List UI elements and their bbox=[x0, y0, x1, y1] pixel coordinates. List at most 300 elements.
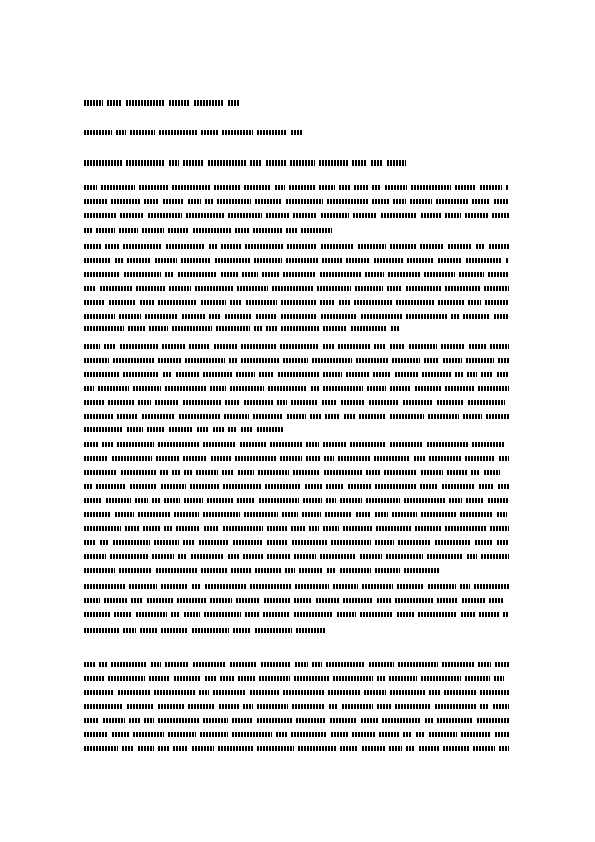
text-word bbox=[127, 704, 154, 709]
text-word bbox=[205, 676, 216, 681]
text-word bbox=[397, 584, 424, 589]
text-word bbox=[388, 272, 420, 277]
text-word bbox=[294, 598, 312, 603]
text-word bbox=[371, 160, 383, 166]
text-word bbox=[265, 484, 301, 489]
text-word bbox=[484, 470, 500, 475]
text-word bbox=[493, 704, 509, 709]
text-line bbox=[84, 101, 239, 106]
text-word bbox=[130, 130, 155, 135]
text-word bbox=[320, 300, 335, 305]
text-word bbox=[161, 584, 188, 589]
text-word bbox=[389, 746, 402, 751]
text-word bbox=[160, 470, 168, 475]
text-word bbox=[421, 512, 456, 517]
text-word bbox=[112, 456, 152, 461]
text-word bbox=[299, 568, 323, 573]
text-word bbox=[236, 598, 260, 603]
text-word bbox=[436, 199, 468, 204]
text-word bbox=[306, 456, 320, 461]
text-word bbox=[84, 628, 119, 633]
text-word bbox=[382, 718, 421, 723]
text-word bbox=[337, 612, 356, 617]
text-word bbox=[499, 746, 509, 751]
text-word bbox=[358, 244, 386, 249]
text-word bbox=[283, 358, 308, 363]
text-word bbox=[375, 512, 388, 517]
text-word bbox=[136, 286, 165, 291]
text-word bbox=[217, 199, 251, 204]
text-word bbox=[323, 442, 346, 447]
text-line bbox=[84, 554, 509, 559]
text-word bbox=[250, 584, 291, 589]
text-word bbox=[283, 272, 316, 277]
text-word bbox=[437, 718, 473, 723]
text-line bbox=[84, 386, 509, 391]
text-word bbox=[84, 386, 94, 391]
text-word bbox=[84, 358, 109, 363]
text-word bbox=[244, 185, 271, 190]
text-word bbox=[230, 662, 257, 667]
text-word bbox=[495, 662, 509, 667]
text-word bbox=[403, 732, 412, 737]
text-word bbox=[292, 704, 325, 709]
text-word bbox=[266, 160, 286, 166]
text-line bbox=[84, 456, 509, 461]
text-word bbox=[395, 372, 418, 377]
text-line bbox=[84, 258, 509, 263]
text-word bbox=[372, 199, 389, 204]
text-word bbox=[192, 746, 214, 751]
text-word bbox=[233, 540, 263, 545]
text-word bbox=[287, 414, 306, 419]
text-word bbox=[205, 199, 213, 204]
text-word bbox=[467, 554, 477, 559]
text-word bbox=[108, 676, 145, 681]
text-word bbox=[281, 300, 316, 305]
text-word bbox=[135, 498, 148, 503]
text-word bbox=[84, 470, 117, 475]
text-word bbox=[127, 258, 151, 263]
text-word bbox=[169, 427, 193, 432]
text-word bbox=[449, 498, 462, 503]
text-word bbox=[123, 628, 136, 633]
text-word bbox=[377, 598, 391, 603]
text-line bbox=[84, 400, 509, 405]
text-word bbox=[123, 244, 162, 249]
text-word bbox=[156, 568, 197, 573]
text-word bbox=[396, 300, 434, 305]
text-word bbox=[169, 286, 191, 291]
text-word bbox=[459, 272, 484, 277]
text-word bbox=[460, 584, 470, 589]
text-word bbox=[352, 732, 375, 737]
text-line bbox=[84, 526, 509, 531]
text-word bbox=[404, 498, 445, 503]
text-line bbox=[84, 427, 284, 432]
text-word bbox=[191, 554, 224, 559]
text-word bbox=[497, 512, 507, 517]
text-word bbox=[232, 732, 272, 737]
text-word bbox=[325, 414, 340, 419]
text-word bbox=[241, 344, 276, 349]
text-word bbox=[476, 244, 485, 249]
text-word bbox=[420, 244, 444, 249]
text-word bbox=[138, 400, 151, 405]
text-word bbox=[326, 498, 336, 503]
text-line bbox=[84, 690, 509, 695]
text-word bbox=[419, 746, 439, 751]
text-word bbox=[84, 718, 99, 723]
text-word bbox=[376, 526, 411, 531]
text-word bbox=[115, 258, 123, 263]
text-word bbox=[324, 470, 362, 475]
text-word bbox=[331, 732, 348, 737]
text-word bbox=[425, 718, 433, 723]
text-word bbox=[221, 272, 238, 277]
text-line bbox=[84, 372, 509, 377]
text-word bbox=[461, 732, 491, 737]
text-word bbox=[435, 704, 476, 709]
text-word bbox=[230, 300, 242, 305]
text-line bbox=[84, 568, 439, 573]
text-word bbox=[422, 372, 451, 377]
text-word bbox=[222, 130, 253, 135]
text-word bbox=[472, 199, 490, 204]
text-word bbox=[142, 228, 164, 233]
text-line bbox=[84, 199, 509, 204]
text-word bbox=[148, 213, 182, 218]
text-line bbox=[84, 540, 509, 545]
text-word bbox=[427, 442, 468, 447]
text-word bbox=[478, 662, 491, 667]
text-word bbox=[161, 628, 188, 633]
text-word bbox=[338, 456, 370, 461]
text-word bbox=[113, 358, 154, 363]
text-word bbox=[375, 484, 416, 489]
text-word bbox=[116, 130, 126, 135]
text-word bbox=[361, 314, 402, 319]
text-word bbox=[101, 185, 135, 190]
text-word bbox=[276, 732, 287, 737]
text-word bbox=[391, 326, 400, 331]
text-word bbox=[222, 470, 234, 475]
text-word bbox=[278, 372, 319, 377]
text-word bbox=[185, 358, 225, 363]
text-word bbox=[306, 442, 319, 447]
text-word bbox=[329, 704, 338, 709]
text-word bbox=[406, 314, 447, 319]
text-word bbox=[387, 286, 402, 291]
text-word bbox=[350, 442, 386, 447]
text-word bbox=[84, 427, 123, 432]
text-word bbox=[189, 344, 210, 349]
text-word bbox=[479, 612, 499, 617]
text-word bbox=[126, 100, 165, 106]
text-word bbox=[488, 498, 509, 503]
text-word bbox=[429, 456, 461, 461]
text-word bbox=[188, 704, 215, 709]
text-word bbox=[428, 584, 456, 589]
text-word bbox=[418, 612, 457, 617]
text-line bbox=[84, 484, 509, 489]
text-word bbox=[364, 690, 386, 695]
text-word bbox=[463, 414, 482, 419]
text-word bbox=[165, 272, 174, 277]
text-word bbox=[195, 286, 233, 291]
text-word bbox=[445, 213, 461, 218]
text-word bbox=[372, 185, 381, 190]
text-word bbox=[84, 100, 103, 106]
text-word bbox=[362, 746, 385, 751]
text-line bbox=[84, 584, 509, 589]
text-word bbox=[373, 372, 391, 377]
text-word bbox=[100, 286, 132, 291]
text-word bbox=[128, 326, 145, 331]
text-word bbox=[140, 300, 154, 305]
text-word bbox=[420, 484, 438, 489]
text-word bbox=[209, 244, 217, 249]
text-word bbox=[340, 568, 371, 573]
text-word bbox=[104, 598, 127, 603]
text-word bbox=[120, 213, 144, 218]
text-word bbox=[444, 690, 476, 695]
text-word bbox=[321, 314, 357, 319]
text-line bbox=[84, 498, 509, 503]
text-word bbox=[106, 498, 131, 503]
text-word bbox=[398, 662, 438, 667]
text-word bbox=[111, 662, 147, 667]
text-word bbox=[207, 498, 233, 503]
text-word bbox=[320, 272, 361, 277]
text-word bbox=[241, 427, 253, 432]
text-word bbox=[465, 676, 490, 681]
text-word bbox=[409, 344, 437, 349]
text-word bbox=[183, 456, 207, 461]
text-word bbox=[156, 456, 179, 461]
text-word bbox=[190, 484, 219, 489]
text-word bbox=[361, 718, 378, 723]
text-word bbox=[171, 612, 180, 617]
text-word bbox=[489, 598, 504, 603]
text-word bbox=[84, 326, 124, 331]
text-word bbox=[100, 540, 109, 545]
text-word bbox=[228, 427, 237, 432]
text-line bbox=[84, 628, 329, 633]
text-word bbox=[254, 326, 262, 331]
text-line bbox=[84, 286, 509, 291]
text-line bbox=[84, 344, 509, 349]
text-word bbox=[168, 228, 189, 233]
text-word bbox=[197, 427, 209, 432]
text-word bbox=[305, 484, 322, 489]
text-word bbox=[258, 470, 289, 475]
text-word bbox=[117, 414, 138, 419]
text-word bbox=[214, 185, 240, 190]
text-word bbox=[120, 344, 158, 349]
text-word bbox=[84, 598, 100, 603]
text-word bbox=[122, 746, 134, 751]
text-word bbox=[238, 676, 255, 681]
text-word bbox=[362, 584, 393, 589]
text-line bbox=[84, 358, 509, 363]
text-word bbox=[182, 314, 205, 319]
text-word bbox=[224, 414, 249, 419]
text-word bbox=[442, 484, 475, 489]
text-word bbox=[117, 442, 154, 447]
text-word bbox=[257, 746, 294, 751]
text-word bbox=[216, 326, 250, 331]
text-word bbox=[390, 442, 423, 447]
text-word bbox=[292, 540, 327, 545]
text-word bbox=[359, 414, 386, 419]
text-word bbox=[301, 228, 332, 233]
text-word bbox=[326, 662, 365, 667]
text-word bbox=[309, 526, 319, 531]
text-word bbox=[225, 400, 240, 405]
text-word bbox=[210, 386, 226, 391]
text-line bbox=[84, 662, 509, 667]
text-word bbox=[375, 540, 394, 545]
text-word bbox=[124, 272, 161, 277]
text-word bbox=[316, 598, 339, 603]
text-word bbox=[259, 676, 290, 681]
text-word bbox=[411, 185, 451, 190]
text-word bbox=[499, 456, 509, 461]
text-word bbox=[115, 512, 134, 517]
text-word bbox=[214, 344, 237, 349]
text-word bbox=[374, 258, 403, 263]
text-word bbox=[286, 228, 297, 233]
text-word bbox=[205, 584, 246, 589]
text-word bbox=[253, 228, 282, 233]
text-word bbox=[259, 372, 274, 377]
text-word bbox=[374, 456, 410, 461]
text-word bbox=[84, 498, 102, 503]
text-word bbox=[172, 470, 180, 475]
text-word bbox=[296, 718, 326, 723]
text-word bbox=[192, 628, 229, 633]
text-word bbox=[485, 300, 509, 305]
text-word bbox=[317, 286, 351, 291]
text-line bbox=[84, 314, 509, 319]
text-word bbox=[494, 314, 509, 319]
text-word bbox=[155, 400, 179, 405]
text-word bbox=[367, 386, 386, 391]
text-word bbox=[360, 612, 393, 617]
text-word bbox=[435, 540, 471, 545]
text-word bbox=[165, 386, 206, 391]
text-word bbox=[140, 628, 157, 633]
text-word bbox=[421, 470, 443, 475]
text-word bbox=[360, 554, 382, 559]
text-word bbox=[443, 746, 469, 751]
text-word bbox=[165, 662, 189, 667]
text-word bbox=[447, 470, 467, 475]
text-word bbox=[129, 584, 157, 589]
text-word bbox=[215, 258, 250, 263]
text-line bbox=[84, 512, 509, 517]
text-word bbox=[223, 526, 263, 531]
text-word bbox=[245, 244, 283, 249]
text-word bbox=[176, 372, 199, 377]
text-word bbox=[84, 484, 92, 489]
text-word bbox=[84, 554, 106, 559]
text-word bbox=[395, 704, 431, 709]
text-word bbox=[466, 498, 484, 503]
text-word bbox=[96, 228, 115, 233]
text-word bbox=[84, 442, 98, 447]
text-word bbox=[291, 526, 305, 531]
text-word bbox=[158, 746, 169, 751]
text-word bbox=[158, 300, 197, 305]
text-word bbox=[204, 526, 219, 531]
text-word bbox=[203, 718, 228, 723]
text-word bbox=[330, 718, 357, 723]
text-word bbox=[489, 244, 509, 249]
text-word bbox=[390, 386, 411, 391]
text-word bbox=[324, 456, 334, 461]
text-word bbox=[354, 185, 368, 190]
text-word bbox=[506, 185, 509, 190]
text-word bbox=[468, 300, 481, 305]
text-line bbox=[84, 442, 509, 447]
text-word bbox=[348, 484, 371, 489]
text-word bbox=[84, 400, 104, 405]
text-word bbox=[331, 540, 371, 545]
text-word bbox=[133, 732, 164, 737]
text-word bbox=[302, 512, 321, 517]
text-word bbox=[242, 272, 258, 277]
text-word bbox=[184, 612, 200, 617]
text-word bbox=[162, 344, 185, 349]
text-word bbox=[365, 272, 384, 277]
text-word bbox=[474, 584, 509, 589]
text-word bbox=[477, 718, 509, 723]
text-word bbox=[461, 612, 475, 617]
text-word bbox=[490, 526, 509, 531]
text-word bbox=[333, 676, 373, 681]
text-word bbox=[200, 732, 228, 737]
text-word bbox=[228, 554, 239, 559]
text-line bbox=[84, 300, 509, 305]
text-line bbox=[84, 676, 509, 681]
text-word bbox=[460, 512, 493, 517]
text-word bbox=[398, 540, 431, 545]
text-word bbox=[259, 498, 299, 503]
text-word bbox=[218, 746, 253, 751]
text-word bbox=[424, 272, 455, 277]
text-line bbox=[84, 732, 509, 737]
text-word bbox=[267, 526, 287, 531]
text-word bbox=[213, 690, 246, 695]
text-word bbox=[163, 199, 184, 204]
text-word bbox=[480, 185, 502, 190]
text-word bbox=[84, 228, 92, 233]
text-word bbox=[127, 427, 143, 432]
text-line bbox=[84, 414, 509, 419]
text-word bbox=[257, 704, 288, 709]
text-word bbox=[323, 386, 363, 391]
text-word bbox=[149, 326, 168, 331]
text-word bbox=[203, 372, 232, 377]
text-word bbox=[118, 690, 150, 695]
text-word bbox=[147, 598, 173, 603]
text-word bbox=[172, 185, 210, 190]
text-word bbox=[480, 690, 509, 695]
text-word bbox=[107, 100, 122, 106]
text-word bbox=[179, 414, 220, 419]
